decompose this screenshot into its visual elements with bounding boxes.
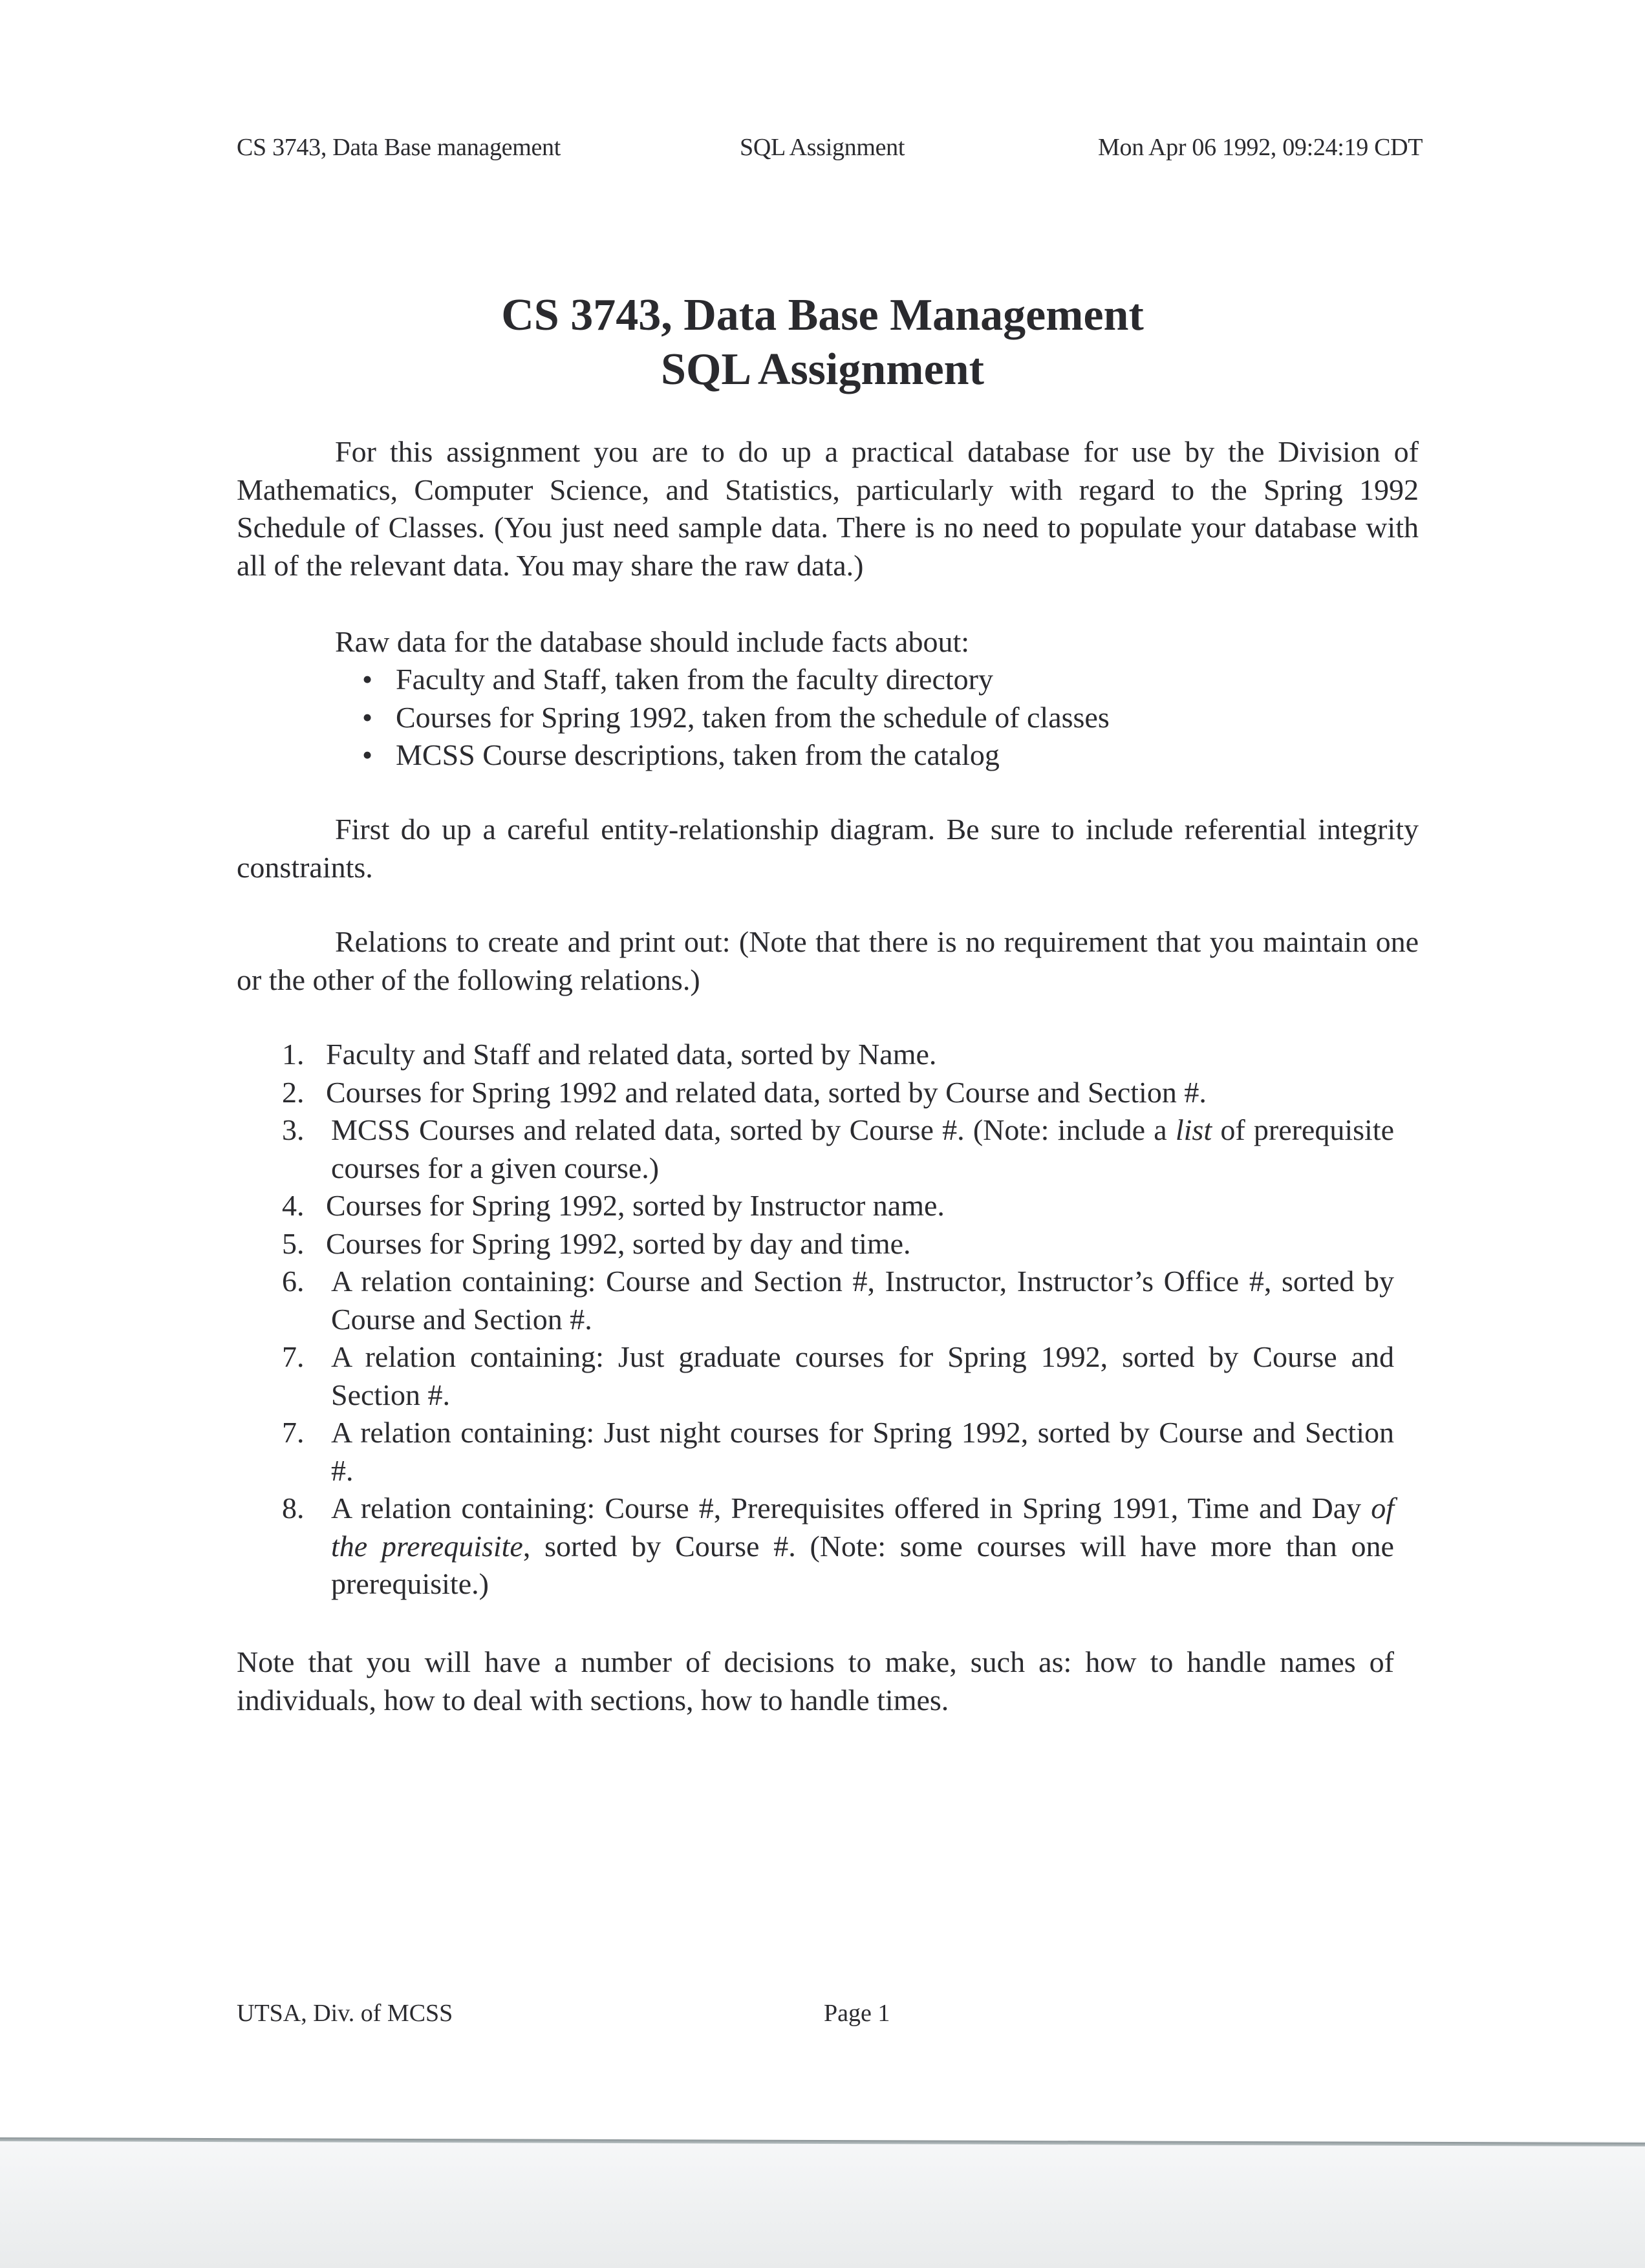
relation-item: 1. Faculty and Staff and related data, sorted by Name. — [282, 1038, 937, 1071]
raw-data-item: • Faculty and Staff, taken from the faculty directory — [362, 661, 1110, 699]
relation-item: 4. Courses for Spring 1992, sorted by Instructor name. — [282, 1189, 945, 1222]
running-header-timestamp: Mon Apr 06 1992, 09:24:19 CDT — [1098, 134, 1423, 161]
er-diagram-paragraph: First do up a careful entity-relationship diagram. Be sure to include referential integrity constraints. — [237, 813, 1419, 884]
raw-data-item: • Courses for Spring 1992, taken from the schedule of classes — [362, 699, 1110, 737]
intro-paragraph: For this assignment you are to do up a practical database for use by the Division of Mathematics, Computer Science, and Statistics, particularly with regard to the Spring 1992 Schedule of Classes. (You just need sample data. There is no need to populate your database with all of the relevant data. You may share the raw data.) — [237, 435, 1419, 582]
bullet-icon: • — [362, 738, 373, 771]
relation-item: 7. A relation containing: Just graduate courses for Spring 1992, sorted by Course and Section #. — [282, 1340, 1394, 1411]
bullet-icon: • — [362, 663, 373, 696]
title-line-assignment: SQL Assignment — [661, 345, 984, 394]
closing-note-paragraph: Note that you will have a number of decisions to make, such as: how to handle names of individuals, how to deal with sections, how to handle times. — [237, 1645, 1394, 1717]
raw-data-list — [362, 661, 1110, 775]
title-line-course: CS 3743, Data Base Management — [501, 290, 1144, 340]
relation-item: 7. A relation containing: Just night courses for Spring 1992, sorted by Course and Section #. — [282, 1416, 1394, 1487]
relation-item: 3. MCSS Courses and related data, sorted by Course #. (Note: include a list of prerequisite courses for a given course.) — [282, 1113, 1394, 1184]
relation-item: 8. A relation containing: Course #, Prerequisites offered in Spring 1991, Time and Day of the prerequisite, sorted by Course #. (Note: some courses will have more than one prerequisite.) — [282, 1492, 1394, 1600]
relations-intro-paragraph: Relations to create and print out: (Note that there is no requirement that you maintain one or the other of the following relations.) — [237, 925, 1419, 996]
relation-item: 5. Courses for Spring 1992, sorted by day and time. — [282, 1226, 911, 1260]
relations-list — [282, 1036, 1394, 1603]
bullet-icon: • — [362, 700, 373, 734]
raw-data-item: • MCSS Course descriptions, taken from the catalog — [362, 736, 1110, 775]
footer-institution: UTSA, Div. of MCSS — [237, 2000, 453, 2027]
raw-data-heading: Raw data for the database should include facts about: — [335, 625, 970, 658]
relation-item: 2. Courses for Spring 1992 and related data, sorted by Course and Section #. — [282, 1075, 1207, 1109]
running-header-course: CS 3743, Data Base management — [237, 134, 561, 161]
scanner-background — [0, 2141, 1645, 2268]
document-title — [0, 288, 1645, 397]
relation-item: 6. A relation containing: Course and Section #, Instructor, Instructor’s Office #, sorted by Course and Section #. — [282, 1265, 1394, 1336]
footer-page-number: Page 1 — [824, 2000, 890, 2027]
running-header-title: SQL Assignment — [740, 134, 905, 161]
